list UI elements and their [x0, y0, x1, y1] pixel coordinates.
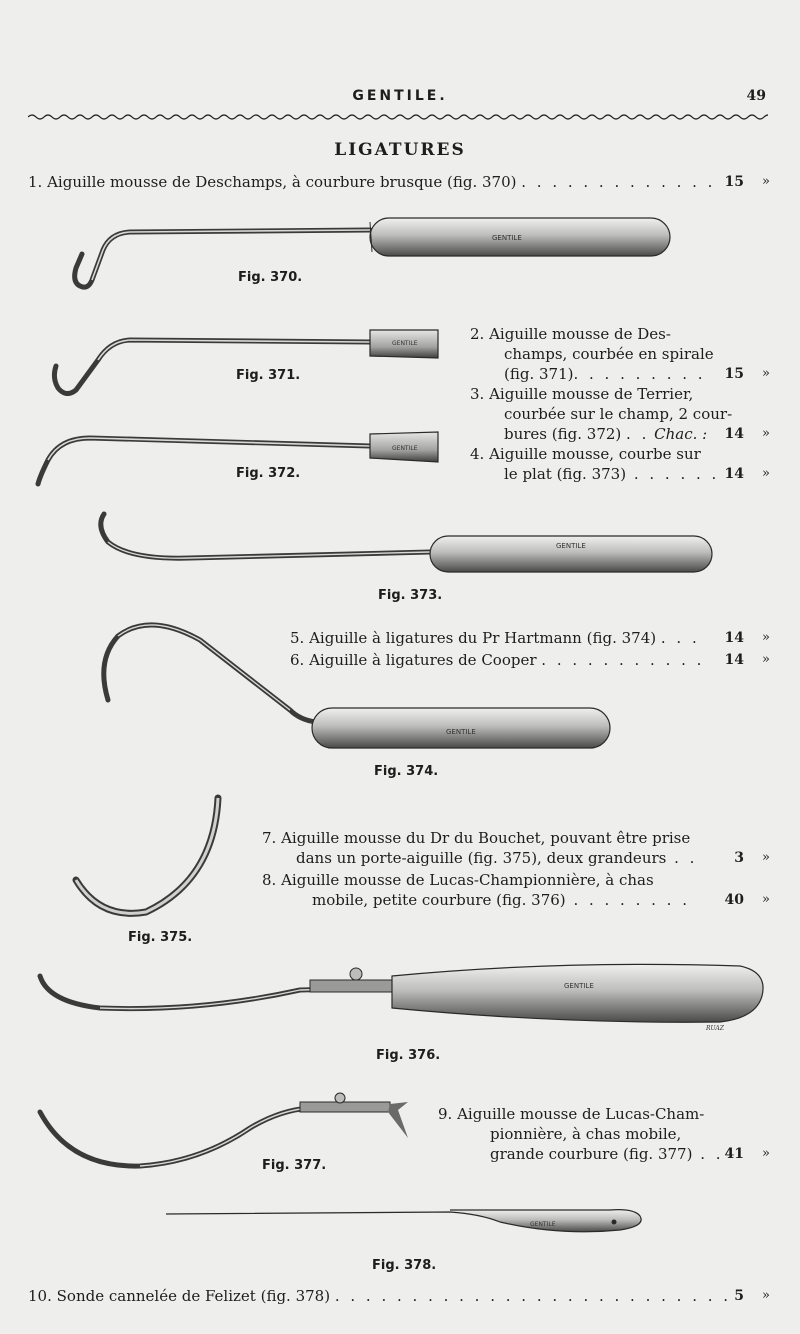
handle-engraving: GENTILE	[392, 445, 418, 452]
item-number: 2.	[470, 325, 485, 343]
item-text-line: champs, courbée en spirale	[504, 345, 714, 363]
item-number: 3.	[470, 385, 485, 403]
item-text-line: pionnière, à chas mobile,	[490, 1125, 682, 1143]
price-mark: »	[762, 850, 770, 865]
item-text: dans un porte-aiguille (fig. 375), deux grandeurs	[296, 849, 667, 867]
item-text-line: Aiguille mousse de Lucas-Championnière, à chas	[281, 871, 654, 889]
leader-dots: . . . . . . . . .	[573, 365, 706, 383]
item-text: bures (fig. 372)	[504, 425, 622, 443]
list-item	[290, 650, 704, 670]
item-price: 14	[724, 466, 744, 482]
price-mark: »	[762, 652, 770, 667]
instrument-fig-375	[76, 798, 218, 913]
list-item	[470, 324, 671, 344]
item-text-line: Aiguille mousse de Des-	[489, 325, 671, 343]
leader-dots: . .	[692, 1145, 724, 1163]
figure-caption: Fig. 372.	[236, 466, 301, 481]
item-number: 6.	[290, 651, 305, 669]
handle-engraving: GENTILE	[564, 982, 594, 990]
figure-caption: Fig. 374.	[374, 764, 439, 779]
leader-dots: . .	[626, 425, 650, 443]
price-mark: »	[762, 174, 770, 189]
leader-dots: . . .	[660, 629, 700, 647]
price-mark: »	[762, 1146, 770, 1161]
item-text: Aiguille à ligatures du Pr Hartmann (fig. 374)	[309, 629, 657, 647]
item-price: 40	[724, 892, 744, 908]
price-mark: »	[762, 426, 770, 441]
item-number: 7.	[262, 829, 277, 847]
item-number: 5.	[290, 629, 305, 647]
instrument-fig-378	[166, 1210, 641, 1232]
price-mark: »	[762, 366, 770, 381]
figure-caption: Fig. 375.	[128, 930, 193, 945]
item-number: 10.	[28, 1287, 52, 1305]
item-price: 5	[734, 1288, 744, 1304]
list-item	[438, 1104, 704, 1124]
item-text: le plat (fig. 373)	[504, 465, 627, 483]
instrument-fig-377	[40, 1093, 408, 1166]
instrument-fig-373	[101, 514, 712, 572]
item-price: 14	[724, 630, 744, 646]
list-item	[262, 870, 654, 890]
item-text-line	[504, 464, 719, 484]
item-price: 14	[724, 652, 744, 668]
page-number: 49	[746, 88, 766, 104]
item-number: 4.	[470, 445, 485, 463]
item-text-line	[490, 1144, 724, 1164]
leader-dots: . . . . . . . . . . .	[541, 651, 705, 669]
item-text: (fig. 371)	[504, 365, 574, 383]
price-mark: »	[762, 1288, 770, 1303]
item-text-line: Aiguille mousse de Lucas-Cham-	[457, 1105, 705, 1123]
list-item	[290, 628, 700, 648]
item-text: Aiguille mousse de Deschamps, à courbure brusque (fig. 370)	[47, 173, 517, 191]
handle-engraving: GENTILE	[392, 340, 418, 347]
item-price: 3	[734, 850, 744, 866]
item-text-line: courbée sur le champ, 2 cour-	[504, 405, 733, 423]
figure-caption: Fig. 370.	[238, 270, 303, 285]
item-text: Aiguille à ligatures de Cooper	[309, 651, 537, 669]
item-number: 1.	[28, 173, 43, 191]
figure-caption: Fig. 373.	[378, 588, 443, 603]
leader-dots: . . . . . . . . . . . . .	[521, 173, 716, 191]
item-text-line: Aiguille mousse du Dr du Bouchet, pouvant être prise	[281, 829, 691, 847]
leader-dots: . . . . . . . . . . . . . . . . . . . . . . . . . .	[334, 1287, 732, 1305]
item-text-line	[296, 848, 697, 868]
leader-dots: . .	[666, 849, 698, 867]
running-header: GENTILE.	[352, 88, 448, 104]
leader-dots: . . . . . . . .	[565, 891, 690, 909]
instrument-fig-376	[40, 964, 763, 1032]
price-mark: »	[762, 630, 770, 645]
item-price: 15	[724, 366, 744, 382]
handle-engraving: GENTILE	[492, 234, 522, 242]
handle-engraving: GENTILE	[446, 728, 476, 736]
figure-caption: Fig. 376.	[376, 1048, 441, 1063]
item-number: 9.	[438, 1105, 453, 1123]
item-text-line	[504, 424, 707, 444]
figure-caption: Fig. 371.	[236, 368, 301, 383]
item-price: 41	[724, 1146, 744, 1162]
item-text-line	[312, 890, 690, 910]
instrument-fig-371	[54, 330, 438, 394]
item-text: grande courbure (fig. 377)	[490, 1145, 693, 1163]
figure-caption: Fig. 378.	[372, 1258, 437, 1273]
list-item	[470, 444, 701, 464]
list-item	[28, 1286, 731, 1306]
list-item	[262, 828, 690, 848]
section-title: LIGATURES	[334, 140, 466, 160]
item-number: 8.	[262, 871, 277, 889]
each-label: Chac. :	[654, 425, 708, 443]
engraver-signature: RUAZ	[706, 1025, 724, 1032]
item-text-line: Aiguille mousse, courbe sur	[489, 445, 701, 463]
handle-engraving: GENTILE	[556, 542, 586, 550]
list-item	[470, 384, 693, 404]
item-text: Sonde cannelée de Felizet (fig. 378)	[56, 1287, 331, 1305]
item-price: 15	[724, 174, 744, 190]
item-text-line	[504, 364, 706, 384]
item-price: 14	[724, 426, 744, 442]
item-text-line: Aiguille mousse de Terrier,	[489, 385, 694, 403]
price-mark: »	[762, 466, 770, 481]
handle-engraving: GENTILE	[530, 1221, 556, 1228]
item-text: mobile, petite courbure (fig. 376)	[312, 891, 566, 909]
instrument-fig-370	[75, 218, 670, 287]
price-mark: »	[762, 892, 770, 907]
figure-caption: Fig. 377.	[262, 1158, 327, 1173]
leader-dots: . . . . . .	[626, 465, 720, 483]
